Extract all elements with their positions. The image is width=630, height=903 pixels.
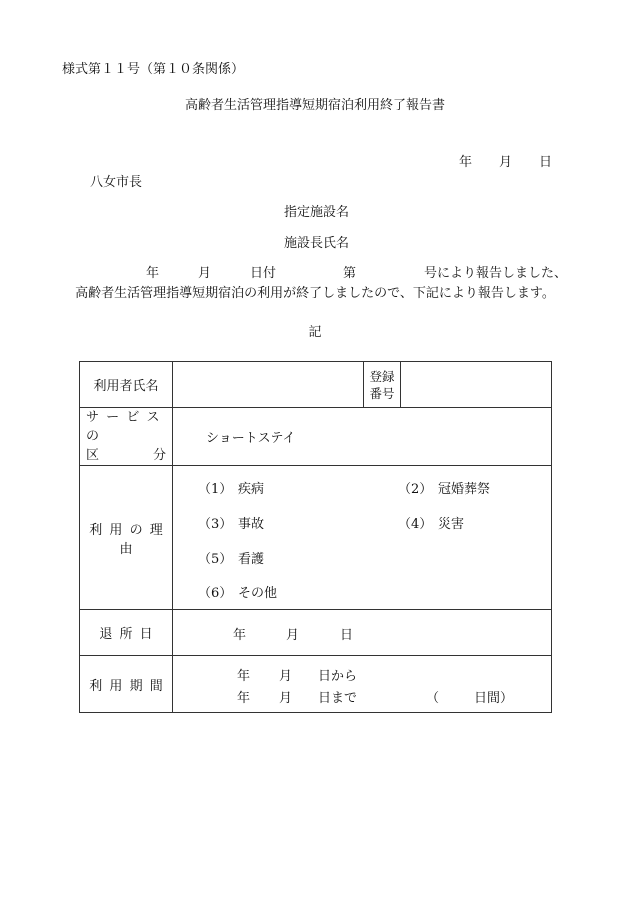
- service-category-value: ショートステイ: [173, 408, 552, 466]
- leave-year: 年: [233, 628, 247, 643]
- director-name-label: 施設長氏名: [284, 236, 350, 251]
- reason-num: （6）: [198, 585, 233, 601]
- ki-heading: 記: [308, 325, 322, 340]
- reg-label-line2: 番号: [369, 385, 395, 401]
- reason-num: （2）: [398, 481, 433, 497]
- table-row-leave-date: [80, 610, 552, 656]
- period-days-open: （: [426, 691, 440, 706]
- sent-year: 年: [146, 266, 160, 281]
- table-row-service: [80, 408, 552, 466]
- reason-option-illness[interactable]: [198, 478, 264, 497]
- date-year: 年: [459, 155, 473, 170]
- date-day: 日: [539, 155, 553, 170]
- reason-num: （5）: [198, 551, 233, 567]
- period-to-month: 月: [279, 691, 293, 706]
- report-table: [79, 361, 552, 713]
- date-month: 月: [499, 155, 513, 170]
- reason-label: 利用の理由: [80, 466, 173, 610]
- period-to-day: 日まで: [318, 691, 358, 706]
- addressee: 八女市長: [90, 175, 143, 190]
- reason-option-disaster[interactable]: [398, 513, 464, 532]
- reason-option-accident[interactable]: [198, 513, 264, 532]
- reason-text: 疾病: [238, 481, 265, 497]
- leave-date-label: 退所日: [80, 610, 173, 656]
- reason-text: 看護: [238, 551, 265, 567]
- reason-option-nursing[interactable]: [198, 548, 264, 567]
- service-label-line2: [86, 446, 166, 465]
- leave-day: 日: [340, 628, 354, 643]
- period-label: 利用期間: [80, 656, 173, 713]
- period-from-month: 月: [279, 669, 293, 684]
- reason-options: [173, 466, 552, 610]
- service-label-line1: サービスの: [86, 410, 166, 444]
- sent-day-dated: 日付: [250, 266, 277, 281]
- service-label-ku: 区: [86, 448, 100, 463]
- period-days-close: 日間）: [474, 691, 514, 706]
- table-row-period: [80, 656, 552, 713]
- registration-number-field[interactable]: [401, 362, 552, 408]
- table-row-reason: [80, 466, 552, 610]
- user-name-field[interactable]: [173, 362, 364, 408]
- sent-month: 月: [198, 266, 212, 281]
- form-number: 様式第１１号（第１０条関係）: [62, 62, 245, 77]
- reason-text: 事故: [238, 516, 265, 532]
- reason-num: （3）: [198, 516, 233, 532]
- period-from-year: 年: [237, 669, 251, 684]
- reason-option-other[interactable]: [198, 582, 277, 601]
- period-to-year: 年: [237, 691, 251, 706]
- reason-num: （1）: [198, 481, 233, 497]
- facility-name-label: 指定施設名: [284, 205, 350, 220]
- reason-option-ceremony[interactable]: [398, 478, 490, 497]
- registration-number-label: [364, 362, 401, 408]
- reason-num: （4）: [398, 516, 433, 532]
- service-label-bun: 分: [152, 448, 166, 463]
- sent-tail: 号により報告しました、: [424, 266, 568, 281]
- document-title: 高齢者生活管理指導短期宿泊利用終了報告書: [184, 98, 445, 113]
- reg-label-line1: 登録: [369, 368, 395, 384]
- reason-text: 災害: [438, 516, 465, 532]
- reason-text: その他: [238, 585, 278, 601]
- user-name-label: 利用者氏名: [80, 362, 173, 408]
- table-row-user: [80, 362, 552, 408]
- period-field[interactable]: [173, 656, 552, 713]
- sent-dai: 第: [343, 266, 357, 281]
- leave-month: 月: [286, 628, 300, 643]
- period-from-day: 日から: [318, 669, 358, 684]
- body-text: 高齢者生活管理指導短期宿泊の利用が終了しましたので、下記により報告します。: [75, 286, 555, 301]
- leave-date-field[interactable]: [173, 610, 552, 656]
- reason-text: 冠婚葬祭: [438, 481, 491, 497]
- service-category-label: [80, 408, 173, 466]
